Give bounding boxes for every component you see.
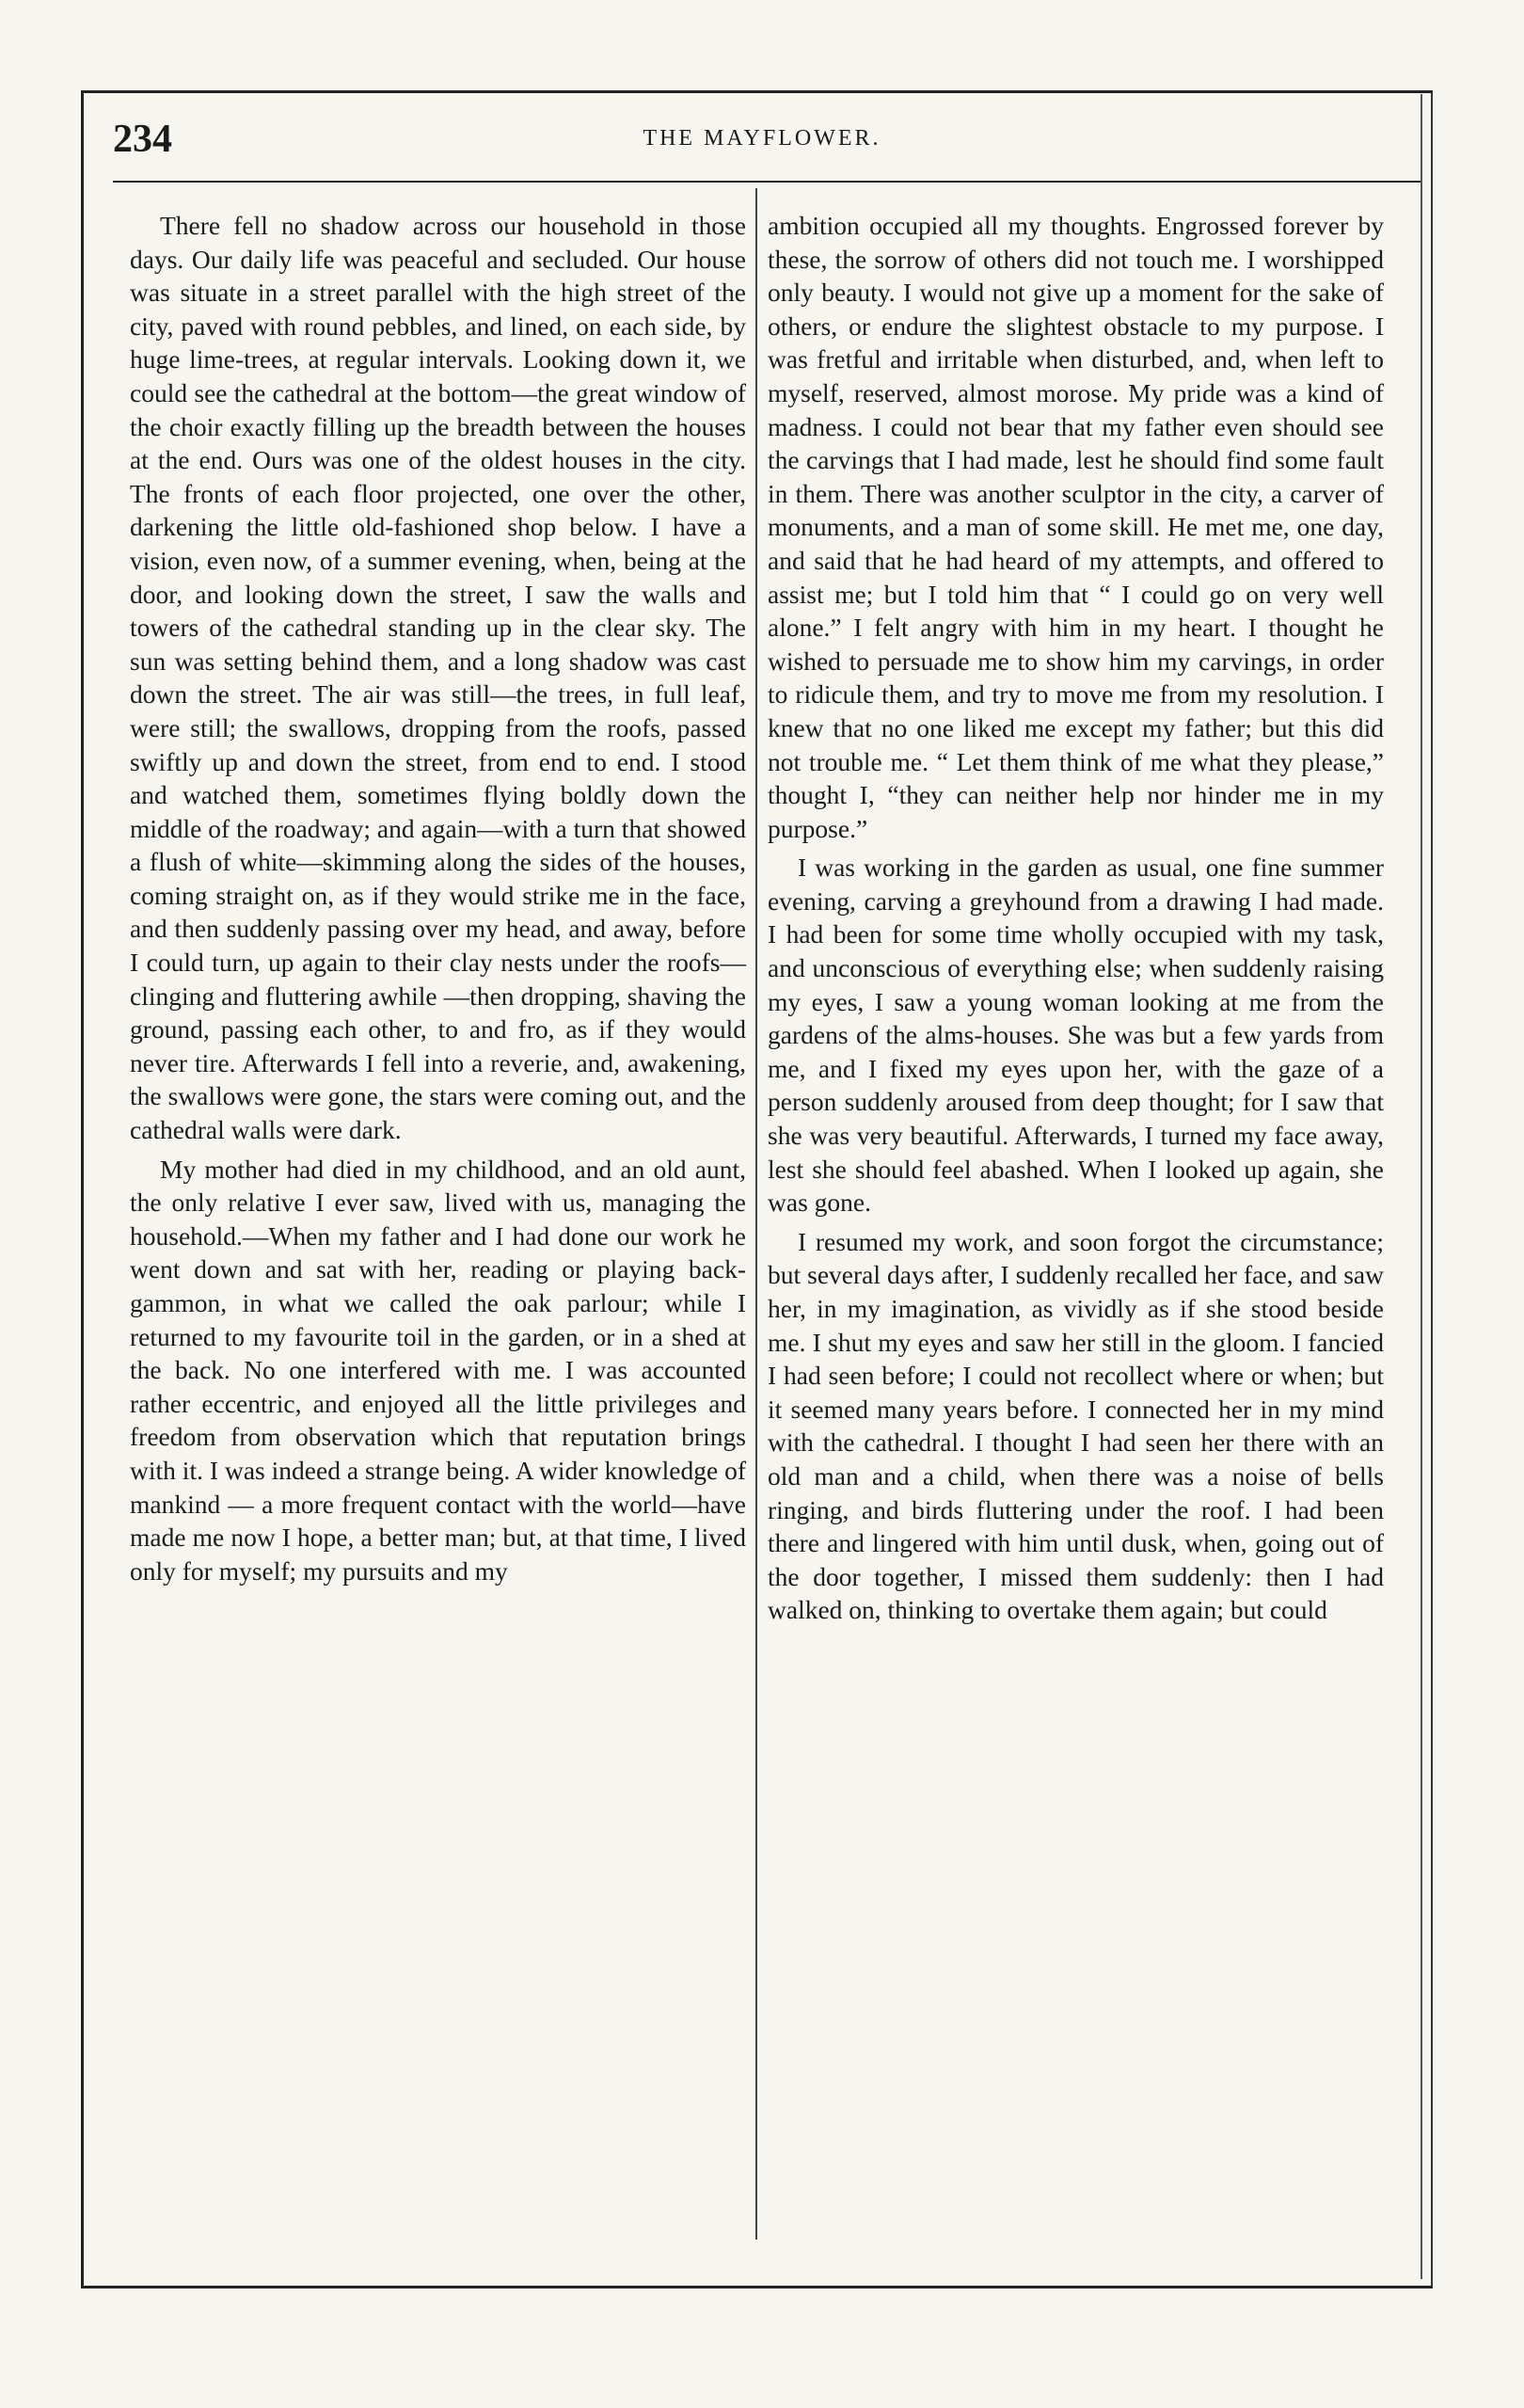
paragraph: I resumed my work, and soon forgot the circumstance; but several days after, I suddenly recalled her face, and saw her, in my imagination, as vividly as if she stood beside me. I shut my eyes and saw her still in the gloom. I fancied I had seen before; I could not recollect where or when; but it seemed many years before. I connected her in my mind with the cathedral. I thought I had seen her there with an old man and a child, when there was a noise of bells ringing, and birds fluttering under the roof. I had been there and lingered with him until dusk, when, going out of the door together, I missed them suddenly: then I had walked on, thinking to overtake them again; but could [768, 1226, 1384, 1625]
header-rule [113, 181, 1421, 183]
page-border-inner [1421, 94, 1422, 2279]
paragraph: My mother had died in my childhood, and an old aunt, the only relative I ever saw, lived with us, managing the household.—When my father and I had done our work he went down and sat with her, reading or playing back-gammon, in what we called the oak parlour; while I returned to my favourite toil in the garden, or in a shed at the back. No one interfered with me. I was accounted rather eccentric, and enjoyed all the little privileges and freedom from observation which that reputation brings with it. I was indeed a strange being. A wider knowledge of mankind — a more frequent contact with the world—have made me now I hope, a better man; but, at that time, I lived only for myself; my pursuits and my [130, 1154, 746, 1586]
paragraph: There fell no shadow across our household in those days. Our daily life was peaceful and secluded. Our house was situate in a street parallel with the high street of the city, paved with round pebbles, and lined, on each side, by huge lime-trees, at regular intervals. Looking down it, we could see the cathedral at the bottom—the great window of the choir exactly filling up the breadth between the houses at the end. Ours was one of the oldest houses in the city. The fronts of each floor projected, one over the other, darkening the little old-fashioned shop below. I have a vision, even now, of a summer evening, when, being at the door, and looking down the street, I saw the walls and towers of the cathedral standing up in the clear sky. The sun was setting behind them, and a long shadow was cast down the street. The air was still—the trees, in full leaf, were still; the swallows, dropping from the roofs, passed swiftly up and down the street, from end to end. I stood and watched them, sometimes flying boldly down the middle of the roadway; and again—with a turn that showed a flush of white—skimming along the sides of the houses, coming straight on, as if they would strike me in the face, and then suddenly passing over my head, and away, before I could turn, up again to their clay nests under the roofs—clinging and fluttering awhile —then dropping, shaving the ground, passing each other, to and fro, as if they would never tire. Afterwards I fell into a reverie, and, awakening, the swallows were gone, the stars were coming out, and the cathedral walls were dark. [130, 211, 746, 1145]
right-column [768, 209, 1384, 1627]
column-divider [755, 188, 757, 2240]
page-number: 234 [113, 118, 172, 161]
paragraph: I was working in the garden as usual, one fine summer evening, carving a greyhound from a drawing I had made. I had been for some time wholly occupied with my task, and unconscious of everything else; when suddenly raising my eyes, I saw a young woman looking at me from the gardens of the alms-houses. She was but a few yards from me, and I fixed my eyes upon her, with the gaze of a person suddenly aroused from deep thought; for I saw that she was very beautiful. Afterwards, I turned my face away, lest she should feel abashed. When I looked up again, she was gone. [768, 853, 1384, 1218]
running-title: THE MAYFLOWER. [643, 126, 881, 151]
paragraph-continued: ambition occupied all my thoughts. Engrossed forever by these, the sorrow of others did not touch me. I worshipped only beauty. I would not give up a moment for the sake of others, or endure the slightest obstacle to my purpose. I was fretful and irritable when disturbed, and, when left to myself, reserved, almost morose. My pride was a kind of madness. I could not bear that my father even should see the carvings that I had made, lest he should find some fault in them. There was another sculptor in the city, a carver of monuments, and a man of some skill. He met me, one day, and said that he had heard of my attempts, and offered to assist me; but I told him that “ I could go on very well alone.” I felt angry with him in my heart. I thought he wished to persuade me to show him my carvings, in order to ridicule them, and try to move me from my resolution. I knew that no one liked me except my father; but this did not trouble me. “ Let them think of me what they please,” thought I, “they can neither help nor hinder me in my purpose.” [768, 211, 1384, 843]
left-column [130, 209, 746, 1587]
page-header [113, 113, 1411, 169]
